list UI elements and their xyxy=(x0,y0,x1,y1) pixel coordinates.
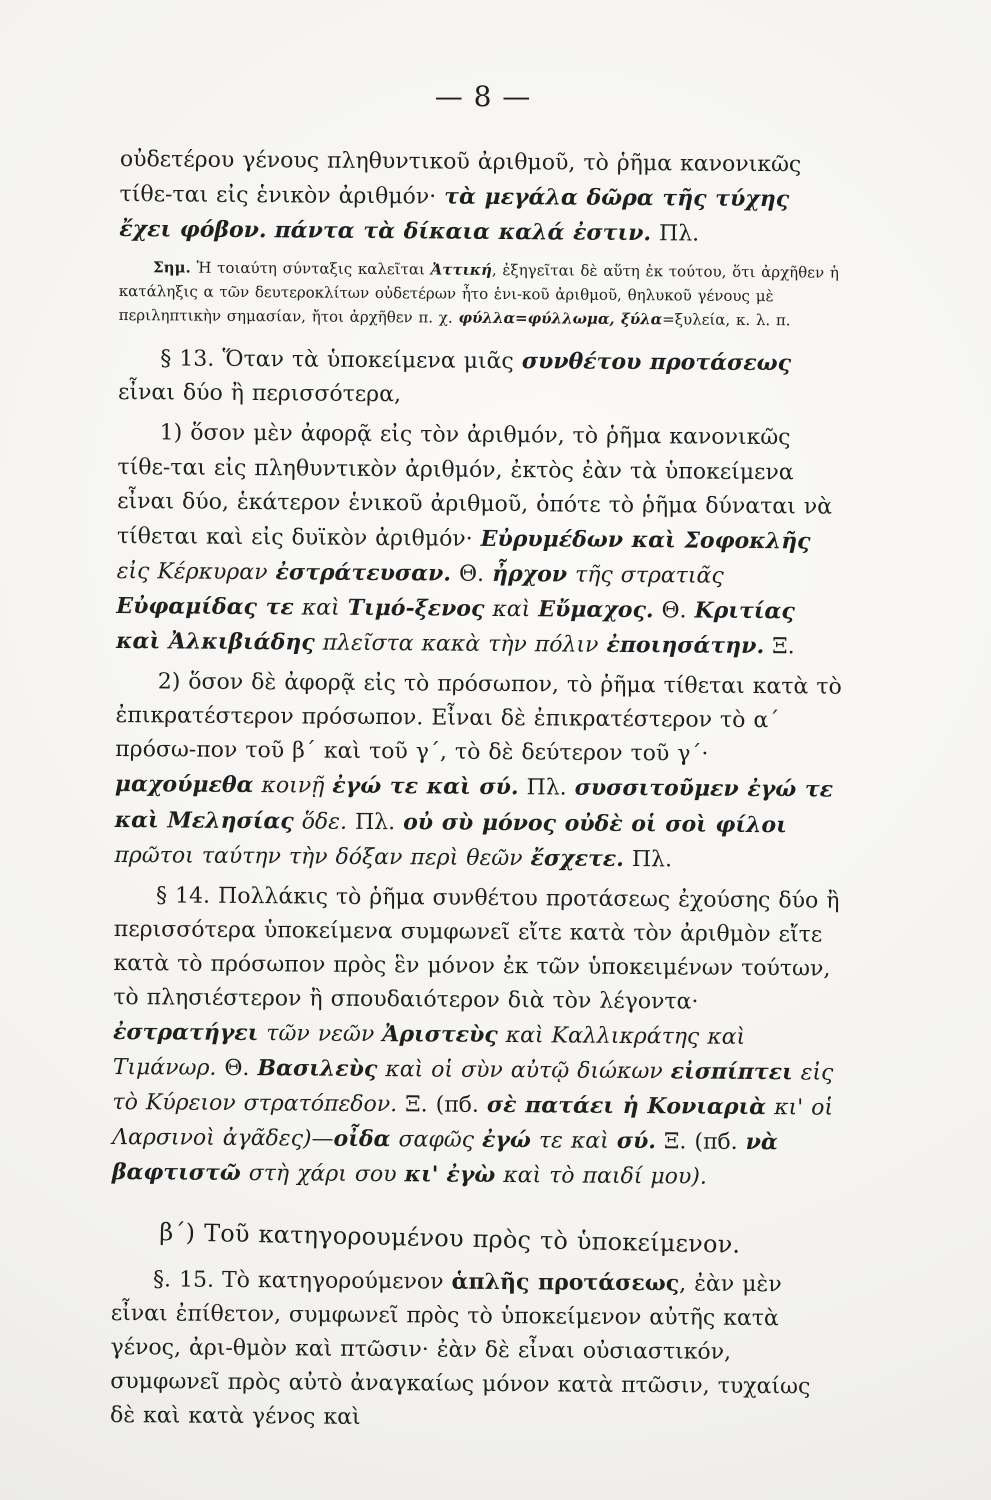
s14-example-7: ἐγώ xyxy=(481,1127,532,1154)
s13-1-example-8: ἐποιησάτην. xyxy=(606,631,765,660)
s14-text-11: στὴ χάρι σου xyxy=(248,1161,397,1188)
s14-example-11: ἐγὼ xyxy=(446,1162,496,1189)
s13-1-text-4: καὶ xyxy=(301,595,340,621)
s13-1-text-6: πλεῖστα κακὰ τὴν πόλιν xyxy=(322,630,599,658)
s14-text-12: καὶ τὸ παιδί μου). xyxy=(503,1163,707,1191)
s13-2-text-4: πρῶτοι ταύτην τὴν δόξαν περὶ θεῶν xyxy=(114,842,523,871)
s13-2-ref-2: Πλ. xyxy=(354,809,396,835)
s14-text-9: τε καὶ xyxy=(538,1128,609,1155)
s13-1-example-4: Εὐφαμίδας τε xyxy=(116,592,294,621)
s13-2-text-1: 2) ὅσον δὲ ἀφορᾷ εἰς τὸ πρόσωπον, τὸ ῥῆμα τίθεται κατὰ τὸ ἐπικρατέστερον πρόσωπον. Εἶναι δὲ ἐπικρατέστερον τὸ α΄ πρόσω-πον τοῦ β΄ καὶ τοῦ γ΄, τὸ δὲ δεύτερον τοῦ γ΄· xyxy=(115,669,842,767)
s15-bold-1: ἁπλῆς προτάσεως xyxy=(451,1268,680,1297)
s14-example-4: εἰσπίπτει xyxy=(670,1058,793,1086)
s14-text-3: καὶ Καλλικράτης καὶ Τιμάνωρ. xyxy=(112,1023,746,1081)
s13-2-example-3: συσσιτοῦμεν ἐγώ τε καὶ Μελησίας xyxy=(114,774,834,834)
text-block xyxy=(110,143,846,1439)
s14-example-8: σύ. xyxy=(616,1128,657,1155)
s13-1-example-7: Κριτίας καὶ Ἀλκιβιάδης xyxy=(115,597,795,656)
note-label: Σημ. xyxy=(152,258,191,277)
s14-example-3: Βασιλεὺς xyxy=(257,1055,378,1083)
s14-text-8: σαφῶς xyxy=(398,1127,475,1154)
s13-1-ref-1: Θ. xyxy=(458,561,485,587)
s13-2-example-2: ἐγώ τε καὶ σύ. xyxy=(332,773,519,801)
section-13-point-1 xyxy=(116,416,844,664)
section-15 xyxy=(110,1262,837,1439)
section-heading: β΄) Τοῦ κατηγορουμένου πρὸς τὸ ὑποκείμενον. xyxy=(159,1217,741,1259)
s15-text-1: Τὸ κατηγορούμενον xyxy=(221,1267,444,1295)
section-13-mark: § 13. xyxy=(160,346,215,373)
s13-2-example-4: οὐ σὺ μόνος οὐδὲ οἱ σοὶ φίλοι xyxy=(403,808,787,838)
s13-2-ref-3: Πλ. xyxy=(631,846,673,872)
s14-example-1: ἐστρατήγει xyxy=(112,1019,259,1047)
s14-text-10: (πб. xyxy=(694,1129,738,1156)
s14-text-4: καὶ οἱ σὺν αὐτῷ διώκων xyxy=(385,1057,663,1085)
s14-example-10: κι' xyxy=(404,1161,439,1188)
note-text-2: , ἐξηγεῖται δὲ αὕτη ἐκ τούτου, ὅτι ἀρχῆθεν ἡ κατάληξις α τῶν δευτεροκλίτων οὐδετέρων ἦτο ἑνι-κοῦ ἀριθμοῦ, θηλυκοῦ γένους μὲ περιληπτικὴν σημασίαν, ἤτοι ἀρχῆθεν π. χ. xyxy=(118,261,839,327)
s14-ref-1: Θ. xyxy=(224,1056,250,1082)
s13-1-ref-3: Ξ. xyxy=(772,634,795,660)
s14-text-6: (πб. xyxy=(435,1092,480,1119)
paragraph-1-example-1: τὰ μεγάλα δῶρα τῆς τύχης ἔχει φόβον. xyxy=(119,183,790,244)
s13-1-example-1: Εὐρυμέδων καὶ Σοφοκλῆς xyxy=(480,525,811,555)
s13-1-example-3: ἦρχον xyxy=(491,560,568,588)
s13-1-text-1: 1) ὅσον μὲν ἀφορᾷ εἰς τὸν ἀριθμόν, τὸ ῥῆμα κανονικῶς τίθε-ται εἰς πληθυντικὸν ἀριθμόν, ἐκτὸς ἐὰν τὰ ὑποκείμενα εἶναι δύο, ἑκάτερον ἑνικοῦ ἀριθμοῦ, ὁπότε τὸ ῥῆμα δύναται νὰ τίθεται καὶ εἰς δυϊκὸν ἀριθμόν· xyxy=(116,420,833,552)
section-15-mark: §. 15. xyxy=(152,1267,215,1293)
s14-example-5: σὲ πατάει ἡ Κονιαριὰ xyxy=(486,1092,767,1121)
s14-example-2: Ἀριστεὺς xyxy=(382,1021,498,1049)
note-text-1: Ἡ τοιαύτη σύνταξις καλεῖται xyxy=(196,258,425,279)
s13-2-text-2: κοινῇ xyxy=(261,773,325,800)
s13-1-example-5: Τιμό-ξενος xyxy=(347,594,485,622)
note-paragraph xyxy=(119,255,846,333)
s14-text-1: Πολλάκις τὸ ῥῆμα συνθέτου προτάσεως ἐχούσης δύο ἢ περισσότερα ὑποκείμενα συμφωνεῖ εἴτε κατὰ τὸν ἀριθμὸν εἴτε κατὰ τὸ πρόσωπον πρὸς ἓν μόνον ἐκ τῶν ὑποκειμένων τούτων, τὸ πλησιέστερον ἢ σπουδαιότερον διὰ τὸν λέγοντα· xyxy=(113,883,840,1015)
s13-1-text-3: τῆς στρατιᾶς xyxy=(574,562,724,589)
s14-example-6: οἶδα xyxy=(333,1126,391,1153)
s13-2-ref-1: Πλ. xyxy=(526,775,567,801)
section-13-point-2 xyxy=(114,665,842,878)
s14-ref-3: Ξ. xyxy=(663,1129,687,1155)
note-bold-2: φύλλα=φύλλωμα, ξύλα xyxy=(458,308,663,329)
s13-2-text-3: ὅδε. xyxy=(301,808,348,835)
s14-text-2: τῶν νεῶν xyxy=(266,1021,375,1048)
paragraph-1-example-2: πάντα τὰ δίκαια καλά ἐστιν. xyxy=(274,217,652,247)
page-number: — 8 — xyxy=(434,80,532,113)
paragraph-1 xyxy=(119,143,846,253)
s13-1-text-2: εἰς Κέρκυραν xyxy=(116,558,268,586)
section-14-mark: § 14. xyxy=(155,882,211,909)
section-14 xyxy=(112,879,840,1197)
s14-text-5: εἰς τὸ Κύρειον στρατόπεδον. xyxy=(112,1060,834,1118)
section-13-text-1: Ὅταν τὰ ὑποκείμενα μιᾶς xyxy=(222,347,514,375)
paragraph-1-ref: Πλ. xyxy=(658,221,700,247)
s13-1-example-6: Εὔμαχος. xyxy=(538,596,654,624)
s14-ref-2: Ξ. xyxy=(405,1092,428,1118)
paragraph-1-text-1: οὐδετέρου γένους πληθυντικοῦ ἀριθμοῦ, τὸ ῥῆμα κανονικῶς τίθε-ται εἰς ἑνικὸν ἀριθμόν· xyxy=(119,146,802,210)
s14-text-7: κι' οἱ Λαρσινοὶ ἀγᾶδες)— xyxy=(112,1095,834,1153)
s14-example-9: νὰ βαφτιστῶ xyxy=(111,1129,779,1187)
section-13-bold-1: συνθέτου προτάσεως xyxy=(521,348,792,377)
s13-1-ref-2: Θ. xyxy=(661,598,687,624)
note-text-3: =ξυλεία, κ. λ. π. xyxy=(662,310,791,330)
s13-2-example-5: ἔσχετε. xyxy=(530,844,624,872)
s13-1-example-2: ἐστράτευσαν. xyxy=(275,559,452,587)
note-bold-1: Ἀττική xyxy=(430,260,492,280)
section-13-text-2: εἶναι δύο ἢ περισσότερα, xyxy=(117,380,402,408)
s15-text-2: , ἐὰν μὲν εἶναι ἐπίθετον, συμφωνεῖ πρὸς τὸ ὑποκείμενον αὐτῆς κατὰ γένος, ἀρι-θμὸν καὶ πτῶσιν· ἐὰν δὲ εἶναι οὐσιαστικόν, συμφωνεῖ πρὸς αὐτὸ ἀναγκαίως μόνον κατὰ πτῶσιν, τυχαίως δὲ καὶ κατὰ γένος καὶ xyxy=(109,1271,811,1431)
section-13-intro xyxy=(118,341,845,416)
s13-1-text-5: καὶ xyxy=(492,596,531,623)
s13-2-example-1: μαχούμεθα xyxy=(114,771,254,799)
